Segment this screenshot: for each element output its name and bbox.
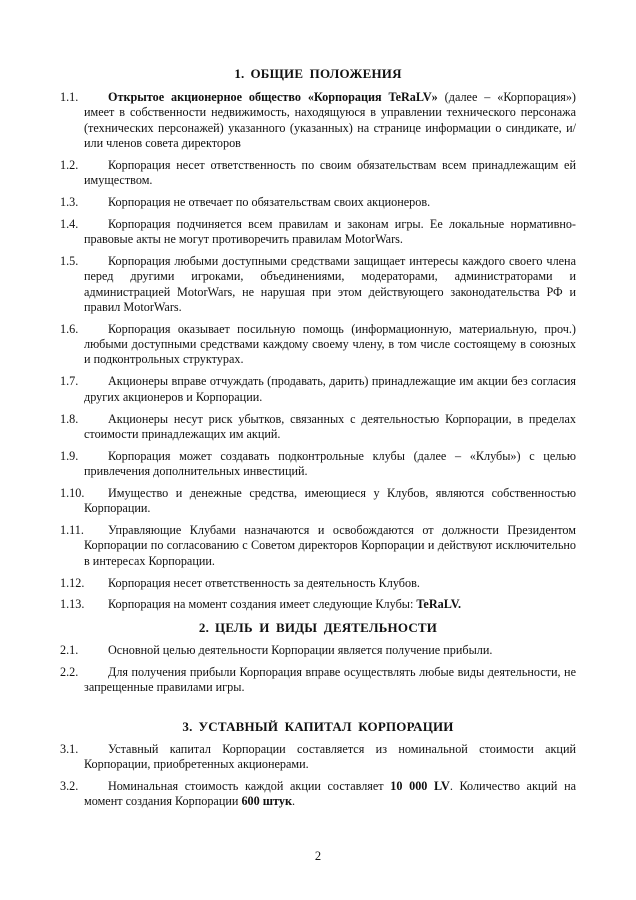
clause-2-2: [60, 664, 576, 696]
clause-number: 1.12.: [60, 575, 85, 590]
clause-text: [84, 374, 576, 405]
clause-text: [84, 90, 576, 151]
clause-number: 3.2.: [60, 779, 79, 794]
clause-number: 2.1.: [60, 643, 79, 657]
clause-number: 1.13.: [60, 597, 85, 612]
clause-text-run: Корпорация подчиняется всем правилам и законам игры. Ее локальные нормативно-правовые акты не могут противоречить правилам MotorWars.: [84, 216, 576, 247]
clause-text-bold: 600 штук: [241, 794, 292, 809]
clause-number: 1.2.: [60, 157, 79, 172]
clause-text-run: Корпорация несет ответственность за деятельность Клубов.: [108, 575, 420, 590]
section-heading-2: 2. ЦЕЛЬ И ВИДЫ ДЕЯТЕЛЬНОСТИ: [198, 620, 438, 635]
clause-1-13: [60, 597, 576, 612]
clause-number: 1.5.: [60, 254, 79, 269]
clause-number: 1.8.: [60, 411, 79, 426]
clause-text: [84, 742, 576, 773]
clause-number: 1.11.: [60, 523, 84, 538]
clause-text: [84, 195, 576, 210]
clause-3-2: [60, 779, 577, 810]
clause-1-9: [60, 448, 576, 480]
section-1-list: [60, 90, 576, 613]
section-3-list: [60, 742, 576, 810]
clause-text: [84, 597, 576, 612]
clause-1-7: [60, 374, 576, 405]
clause-text-run: Акционеры вправе отчуждать (продавать, дарить) принадлежащие им акции без согласия других акционеров и Корпорации.: [84, 374, 576, 404]
clause-text: [84, 486, 576, 517]
clause-text-bold: TeRaLV.: [416, 597, 462, 612]
clause-1-11: [60, 523, 576, 569]
clause-text: [84, 576, 576, 591]
clause-text-run: Имущество и денежные средства, имеющиеся у Клубов, являются собственностью Корпорации.: [84, 485, 576, 516]
clause-text-run: Корпорация на момент создания имеет следующие Клубы:: [108, 597, 417, 612]
clause-text: [84, 254, 576, 315]
clause-1-1: [60, 90, 576, 151]
clause-text: [84, 779, 576, 810]
clause-text-run: Основной целью деятельности Корпорации является получение прибыли.: [108, 643, 493, 657]
clause-text-run: Корпорация любыми доступными средствами защищает интересы каждого своего члена перед другими игроками, объединениями, модераторами, администраторами и администрацией MotorWars, не нарушая при этом действующего законодательства РФ и правил MotorWars.: [84, 254, 576, 314]
clause-text-run: .: [292, 794, 296, 809]
section-heading-3: 3. УСТАВНЫЙ КАПИТАЛ КОРПОРАЦИИ: [182, 719, 454, 734]
clause-text-run: Корпорация не отвечает по обязательствам своих акционеров.: [108, 194, 431, 209]
section-2-list: [60, 643, 576, 695]
clause-number: 1.9.: [60, 448, 79, 463]
clause-text-bold: Открытое акционерное общество «Корпорация TeRaLV»: [108, 90, 438, 104]
clause-number: 1.4.: [60, 216, 79, 231]
clause-2-1: [60, 643, 576, 658]
clause-1-8: [60, 411, 576, 443]
clause-number: 1.7.: [60, 374, 79, 389]
clause-1-6: [60, 321, 576, 368]
clause-text-run: Корпорация оказывает посильную помощь (информационную, материальную, проч.) любыми доступными средствами каждому своему члену, в том числе состоящему в союзных и подконтрольных структурах.: [84, 321, 576, 367]
clause-text-run: Управляющие Клубами назначаются и освобождаются от должности Президентом Корпорации по согласованию с Советом директоров Корпорации и действуют исключительно в интересах Корпорации.: [84, 523, 576, 568]
clause-text: [84, 665, 576, 696]
clause-1-10: [60, 485, 576, 517]
clause-text-run: Номинальная стоимость каждой акции составляет: [108, 779, 391, 794]
clause-text-run: Для получения прибыли Корпорация вправе осуществлять любые виды деятельности, не запрещенные правилами игры.: [84, 664, 576, 695]
clause-text: [84, 158, 576, 189]
clause-text-run: Корпорация несет ответственность по своим обязательствам всем принадлежащим ей имуществом.: [84, 157, 576, 188]
clause-1-3: [60, 194, 576, 210]
clause-text-bold: 10 000 LV: [390, 779, 450, 794]
clause-number: 3.1.: [60, 742, 79, 756]
clause-text: [84, 217, 576, 248]
clause-text-run: Уставный капитал Корпорации составляется из номинальной стоимости акций Корпорации, приобретенных акционерами.: [84, 742, 576, 772]
clause-number: 1.6.: [60, 321, 79, 336]
page-number: 2: [314, 849, 322, 863]
clause-1-4: [60, 216, 576, 248]
clause-3-1: [60, 742, 576, 773]
clause-text-run: . Количество акций на момент создания Корпорации: [84, 779, 577, 809]
clause-text-run: (далее – «Корпорация») имеет в собственности недвижимость, находящуюся в управлении технического персонажа (технических персонажей) указанного (указанных) на странице информации о синдикате, и/или членов совета директоров: [84, 90, 576, 150]
clause-text: [84, 643, 576, 658]
clause-1-12: [60, 575, 576, 591]
clause-1-2: [60, 157, 576, 189]
section-heading-1: 1. ОБЩИЕ ПОЛОЖЕНИЯ: [234, 66, 402, 81]
clause-1-5: [60, 254, 576, 315]
clause-number: 2.2.: [60, 664, 79, 679]
clause-text: [84, 412, 576, 443]
clause-text-run: Корпорация может создавать подконтрольные клубы (далее – «Клубы») с целью привлечения дополнительных инвестиций.: [84, 448, 576, 478]
clause-number: 1.1.: [60, 90, 79, 104]
clause-text-run: Акционеры несут риск убытков, связанных с деятельностью Корпорации, в пределах стоимости принадлежащих им акций.: [84, 411, 576, 441]
clause-number: 1.3.: [60, 194, 79, 209]
clause-number: 1.10.: [60, 485, 85, 500]
clause-text: [84, 449, 576, 480]
clause-text: [84, 322, 576, 368]
clause-text: [84, 523, 576, 569]
